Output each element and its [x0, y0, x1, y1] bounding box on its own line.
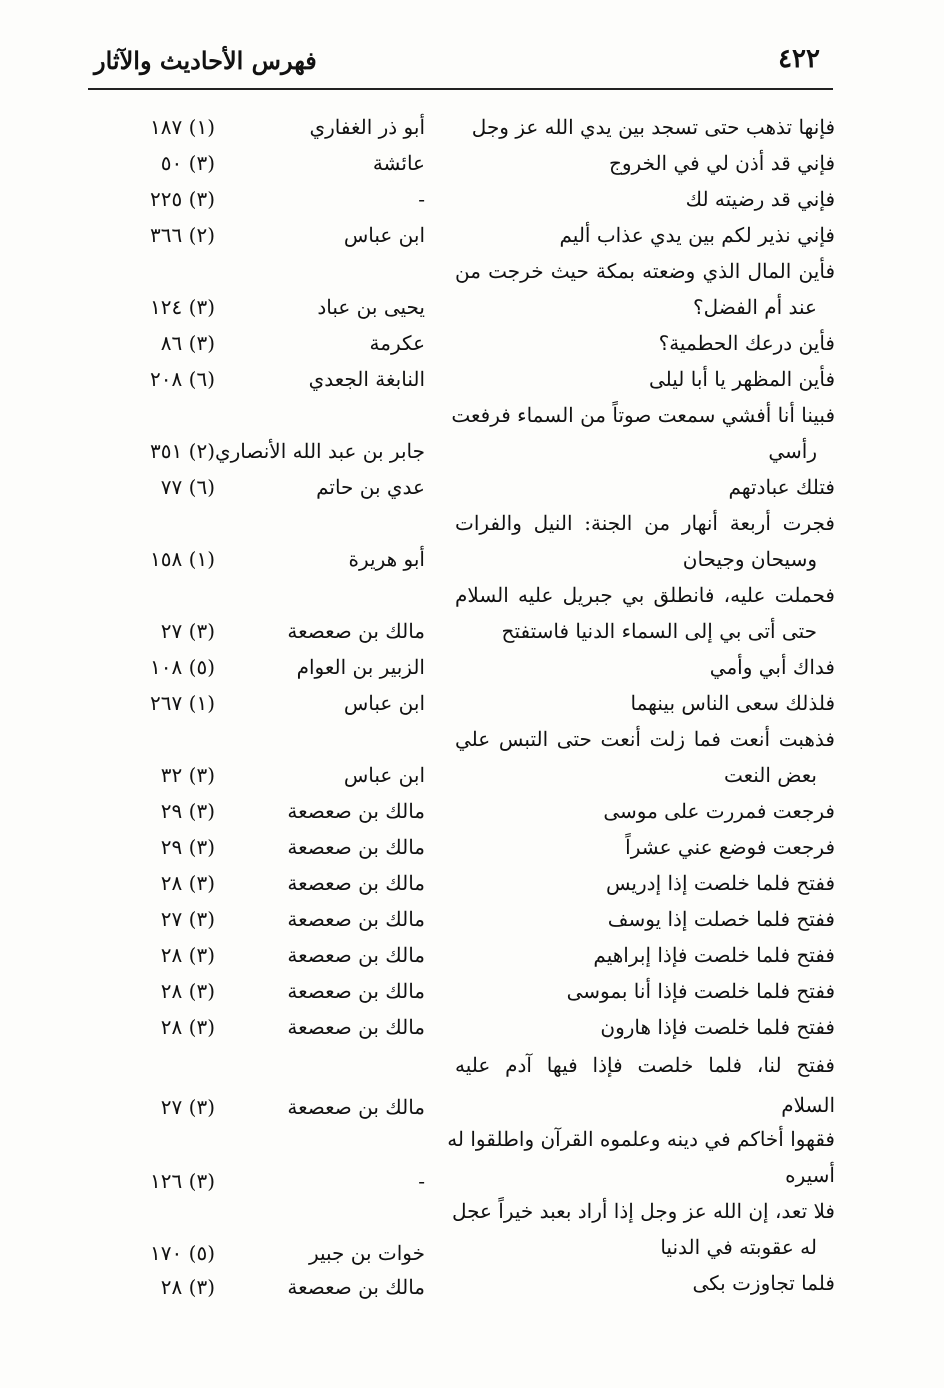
- hadith-text: فإني قد أذن لي في الخروج: [608, 151, 835, 175]
- page-reference: (٣) ٢٨: [160, 979, 215, 1003]
- hadith-text: ففتح لنا، فلما خلصت فإذا فيها آدم عليه: [455, 1053, 835, 1077]
- narrator: مالك بن صعصعة: [287, 943, 425, 967]
- hadith-text: فأين درعك الحطمية؟: [658, 331, 835, 355]
- hadith-text: فرجعت فوضع عني عشراً: [625, 835, 835, 859]
- narrator: -: [418, 1169, 425, 1193]
- hadith-text-continued: عند أم الفضل؟: [693, 295, 817, 319]
- hadith-text: فرجعت فمررت على موسى: [603, 799, 835, 823]
- hadith-text: فلذلك سعى الناس بينهما: [630, 691, 835, 715]
- hadith-text-continued: بعض النعت: [723, 763, 817, 787]
- page-reference: (١) ١٨٧: [150, 115, 215, 139]
- narrator: مالك بن صعصعة: [287, 835, 425, 859]
- page-reference: (٢) ٣٦٦: [150, 223, 215, 247]
- narrator: ابن عباس: [343, 763, 425, 787]
- hadith-text: فإنها تذهب حتى تسجد بين يدي الله عز وجل: [471, 115, 835, 139]
- hadith-text: فلا تعد، إن الله عز وجل إذا أراد بعبد خيراً عجل: [451, 1199, 835, 1223]
- narrator: عدي بن حاتم: [316, 475, 425, 499]
- hadith-text-continued: له عقوبته في الدنيا: [660, 1235, 817, 1259]
- hadith-text: فأين المال الذي وضعته بمكة حيث خرجت من: [455, 259, 836, 283]
- hadith-text: فذهبت أنعت فما زلت أنعت حتى التبس علي: [455, 727, 835, 751]
- narrator: -: [418, 187, 425, 211]
- page-reference: (٣) ٣٢: [160, 763, 215, 787]
- page-reference: (٣) ١٢٦: [150, 1169, 215, 1193]
- hadith-text: فتلك عبادتهم: [728, 475, 835, 499]
- hadith-text: فقهوا أخاكم في دينه وعلموه القرآن واطلقوا له: [447, 1127, 835, 1151]
- page-reference: (٣) ١٢٤: [150, 295, 215, 319]
- hadith-text-continued: أسيره: [785, 1163, 835, 1187]
- page-reference: (٥) ١٠٨: [150, 655, 215, 679]
- page-reference: (٣) ٢٢٥: [150, 187, 215, 211]
- narrator: مالك بن صعصعة: [287, 1275, 425, 1299]
- hadith-text-continued: وسيحان وجيحان: [682, 547, 817, 571]
- page-reference: (٣) ٨٦: [160, 331, 215, 355]
- page-reference: (٣) ٢٨: [160, 1015, 215, 1039]
- narrator: ابن عباس: [343, 691, 425, 715]
- page-reference: (٣) ٢٩: [160, 799, 215, 823]
- narrator: عكرمة: [369, 331, 425, 355]
- hadith-text: ففتح فلما خلصت فإذا أنا بموسى: [566, 979, 835, 1003]
- narrator: جابر بن عبد الله الأنصاري: [214, 439, 425, 463]
- hadith-text: ففتح فلما خلصت فإذا إبراهيم: [593, 943, 835, 967]
- hadith-text: فإني نذير لكم بين يدي عذاب أليم: [559, 223, 835, 247]
- hadith-text-continued: رأسي: [768, 439, 817, 463]
- hadith-text: فأين المظهر يا أبا ليلى: [648, 367, 835, 391]
- page-reference: (٣) ٢٧: [160, 907, 215, 931]
- page-reference: (٣) ٢٩: [160, 835, 215, 859]
- narrator: مالك بن صعصعة: [287, 1015, 425, 1039]
- hadith-text: فجرت أربعة أنهار من الجنة: النيل والفرات: [455, 511, 835, 535]
- page-reference: (٥) ١٧٠: [150, 1241, 215, 1265]
- page-reference: (٣) ٢٨: [160, 943, 215, 967]
- page-reference: (١) ١٥٨: [150, 547, 215, 571]
- hadith-text: فإني قد رضيته لك: [685, 187, 835, 211]
- page-reference: (٣) ٢٧: [160, 1095, 215, 1119]
- narrator: مالك بن صعصعة: [287, 619, 425, 643]
- page-reference: (٣) ٢٨: [160, 871, 215, 895]
- narrator: أبو هريرة: [348, 547, 425, 571]
- narrator: يحيى بن عباد: [317, 295, 425, 319]
- narrator: عائشة: [372, 151, 425, 175]
- narrator: مالك بن صعصعة: [287, 871, 425, 895]
- page-reference: (٣) ٢٨: [160, 1275, 215, 1299]
- narrator: مالك بن صعصعة: [287, 907, 425, 931]
- page-reference: (٢) ٣٥١: [150, 439, 215, 463]
- narrator: خوات بن جبير: [308, 1241, 425, 1265]
- hadith-text: فلما تجاوزت بكى: [692, 1271, 835, 1295]
- page-reference: (٦) ٢٠٨: [150, 367, 215, 391]
- narrator: النابغة الجعدي: [308, 367, 425, 391]
- narrator: ابن عباس: [343, 223, 425, 247]
- narrator: أبو ذر الغفاري: [309, 115, 425, 139]
- hadith-text: ففتح فلما خصلت إذا يوسف: [607, 907, 835, 931]
- hadith-text-continued: حتى أتى بي إلى السماء الدنيا فاستفتح: [501, 619, 817, 643]
- hadith-text-continued: السلام: [781, 1093, 835, 1117]
- narrator: الزبير بن العوام: [296, 655, 425, 679]
- narrator: مالك بن صعصعة: [287, 799, 425, 823]
- narrator: مالك بن صعصعة: [287, 1095, 425, 1119]
- hadith-text: ففتح فلما خلصت إذا إدريس: [605, 871, 835, 895]
- hadith-text: فحملت عليه، فانطلق بي جبريل عليه السلام: [455, 583, 835, 607]
- page-number: ٤٢٢: [778, 44, 820, 74]
- page-reference: (٣) ٥٠: [160, 151, 215, 175]
- hadith-text: فداك أبي وأمي: [709, 655, 835, 679]
- hadith-text: ففتح فلما خلصت فإذا هارون: [600, 1015, 835, 1039]
- running-title: فهرس الأحاديث والآثار: [94, 46, 317, 75]
- page-reference: (٣) ٢٧: [160, 619, 215, 643]
- narrator: مالك بن صعصعة: [287, 979, 425, 1003]
- page-reference: (١) ٢٦٧: [150, 691, 215, 715]
- page-reference: (٦) ٧٧: [160, 475, 215, 499]
- hadith-text: فبينا أنا أفشي سمعت صوتاً من السماء فرفعت: [451, 403, 835, 427]
